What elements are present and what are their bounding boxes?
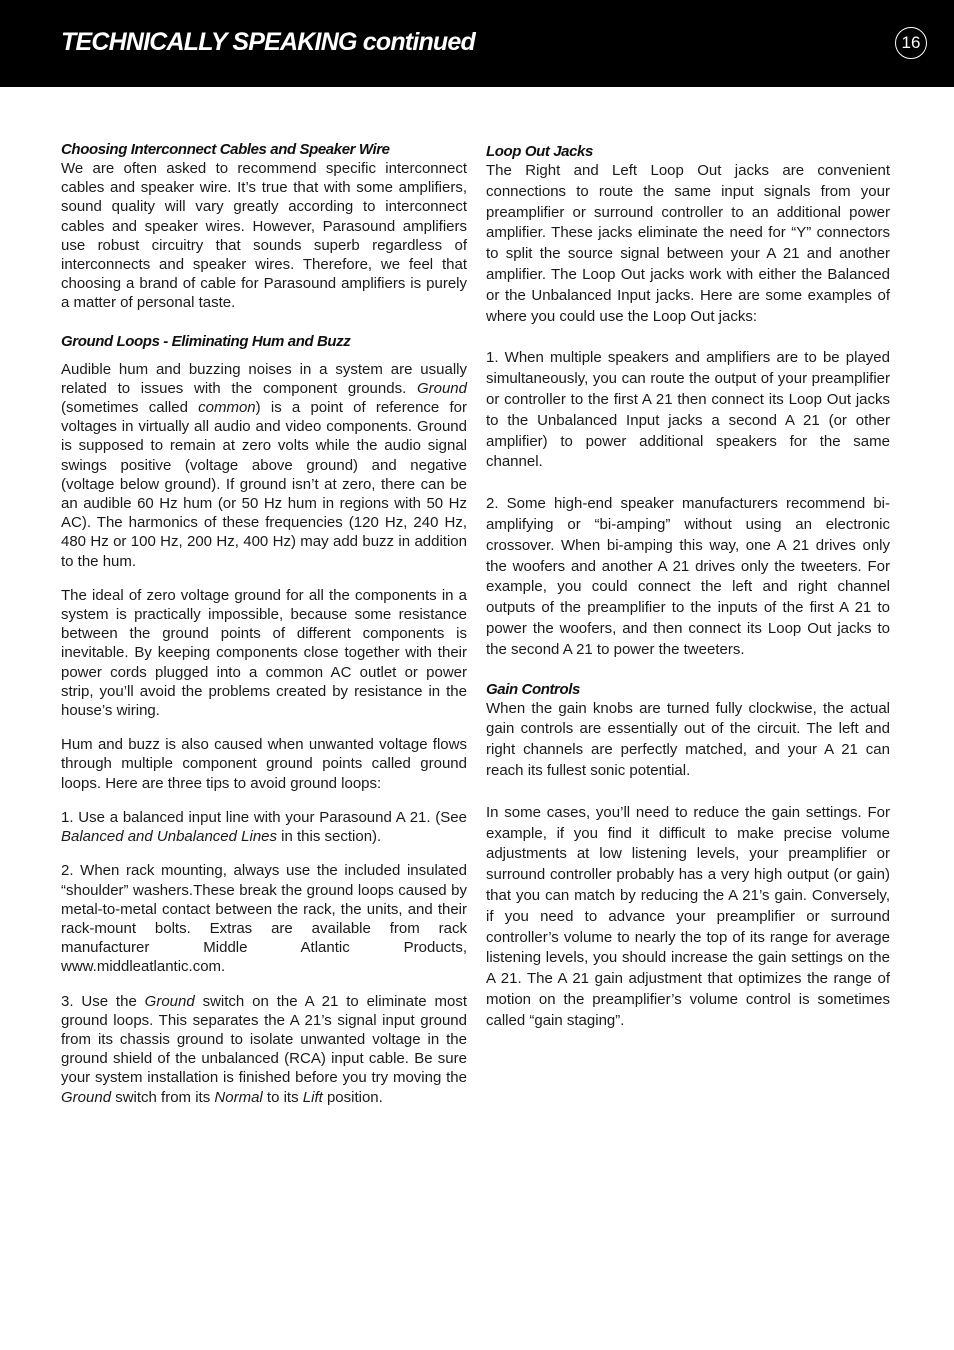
paragraph-gain-controls-2: In some cases, you’ll need to reduce the gain settings. For example, if you find it difficult to make precise volume adjustments at low listening levels, your preamplifier or surround controller probably has a very high output (or gain) that you can match by reducing the A 21’s gain. Conversely, if you need to advance your preamplifier or surround controller’s volume to nearly the top of its range for average listening levels, you should increase the gain settings on the A 21. The A 21 gain adjustment that optimizes the range of motion on the preamplifier’s volume control is sometimes called “gain staging”. [486,803,890,1029]
paragraph-loop-out-example-2: 2. Some high-end speaker manufacturers recommend bi-amplifying or “bi-amping” without using an electronic crossover. When bi-amping this way, one A 21 drives only the woofers and another A 21 drives only the tweeters. For example, you could connect the left and right channel outputs of the preamplifier to the inputs of the first A 21 to power the woofers, and then connect its Loop Out jacks to the second A 21 to power the tweeters. [486,495,890,658]
paragraph-gain-controls-1: When the gain knobs are turned fully clockwise, the actual gain controls are essentially out of the circuit. The left and right channels are perfectly matched, and your A 21 can reach its fullest sonic potential. [486,699,890,779]
page-title: TECHNICALLY SPEAKING continued [61,28,475,56]
paragraph-zero-voltage-ground: The ideal of zero voltage ground for all the components in a system is practically impossible, because some resistance between the ground points of different components is inevitable. By keeping components close together with their power cords plugged into a common AC outlet or power strip, you’ll avoid the problems created by resistance in the house’s wiring. [61,586,467,720]
right-column [486,143,890,1031]
tip-rack-mounting: 2. When rack mounting, always use the included insulated “shoulder” washers.These break the ground loops caused by metal-to-metal contact between the rack, the units, and their rack-mount bolts. Extras are available from rack manufacturer Middle Atlantic Products, www.middleatlantic.com. [61,862,467,976]
page-number-badge: 16 [895,27,927,59]
section-heading-gain-controls: Gain Controls [486,680,580,698]
page-header [0,0,954,87]
paragraph-loop-out-example-1: 1. When multiple speakers and amplifiers are to be played simultaneously, you can route the output of your preamplifier or controller to the first A 21 then connect its Loop Out jacks to the Unbalanced Input jacks a second A 21 (or other amplifier) to power additional speakers for the same channel. [486,349,890,471]
section-heading-ground-loops: Ground Loops - Eliminating Hum and Buzz [61,332,351,350]
paragraph-ground-loops-intro: Audible hum and buzzing noises in a system are usually related to issues with the component grounds. Ground (sometimes called common) is a point of reference for voltages in virtually all audio and video components. Ground is supposed to remain at zero volts while the audio signal swings positive (voltage above ground) and negative (voltage below ground). If ground isn’t at zero, there can be an audible 60 Hz hum (or 50 Hz hum in regions with 50 Hz AC). The harmonics of these frequencies (120 Hz, 240 Hz, 480 Hz or 100 Hz, 200 Hz, 400 Hz) may add buzz in addition to the hum. [61,360,467,570]
section-heading-loop-out-jacks: Loop Out Jacks [486,143,593,160]
paragraph-interconnect-cables: We are often asked to recommend specific interconnect cables and speaker wire. It’s true that with some amplifiers, sound quality will vary greatly according to interconnect cables and speaker wires. However, Parasound amplifiers use robust circuitry that sounds superb regardless of interconnects and speaker wires. Therefore, we feel that choosing a brand of cable for Parasound amplifiers is purely a matter of personal taste. [61,160,467,312]
section-heading-interconnect-cables: Choosing Interconnect Cables and Speaker Wire [61,141,390,158]
paragraph-hum-and-buzz: Hum and buzz is also caused when unwanted voltage flows through multiple component ground points called ground loops. Here are three tips to avoid ground loops: [61,736,467,792]
paragraph-loop-out-intro: The Right and Left Loop Out jacks are convenient connections to route the same input signals from your preamplifier or surround controller to an additional power amplifier. These jacks eliminate the need for “Y” connectors to split the source signal between your A 21 and another amplifier. The Loop Out jacks work with either the Balanced or the Unbalanced Input jacks. Here are some examples of where you could use the Loop Out jacks: [486,162,890,325]
left-column [61,141,467,1107]
tip-balanced-input: 1. Use a balanced input line with your Parasound A 21. (See Balanced and Unbalanced Lines in this section). [61,808,467,846]
tip-ground-switch: 3. Use the Ground switch on the A 21 to eliminate most ground loops. This separates the A 21’s signal input ground from its chassis ground to isolate unwanted voltage in the ground shield of the unbalanced (RCA) input cable. Be sure your system installation is finished before you try moving the Ground switch from its Normal to its Lift position. [61,992,467,1106]
